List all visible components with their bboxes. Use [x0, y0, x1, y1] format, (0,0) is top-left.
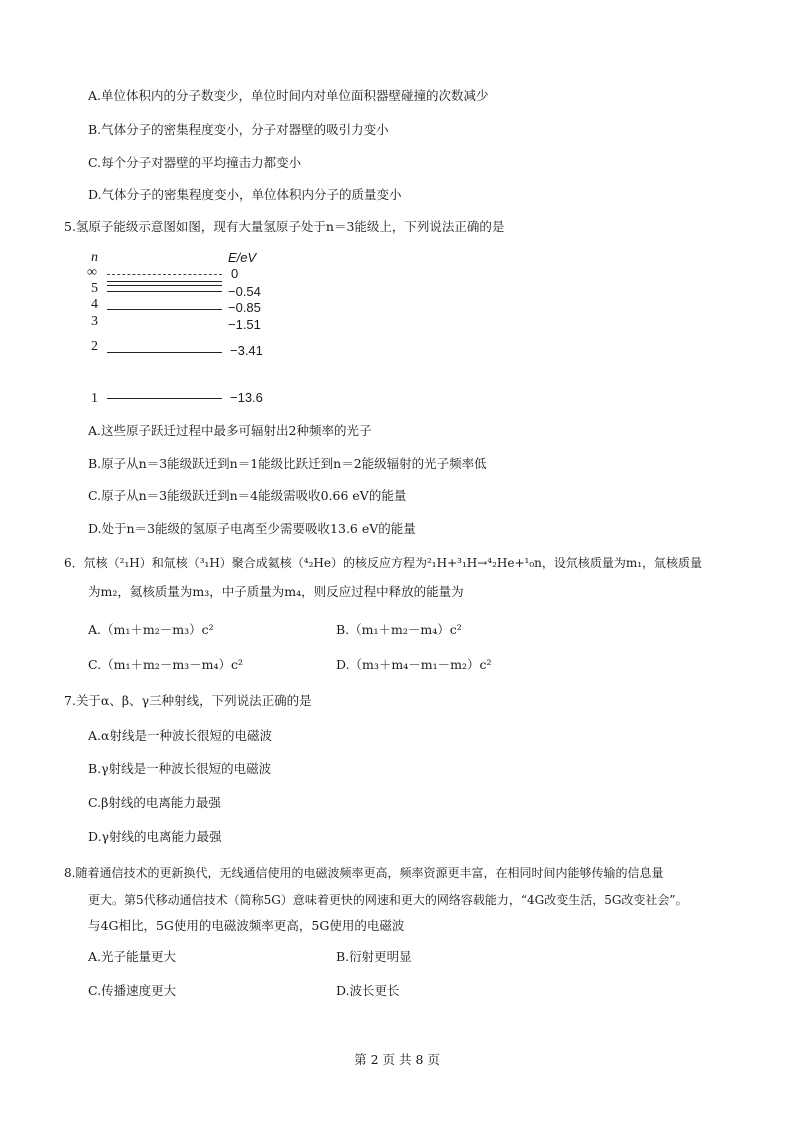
level-inf-line: [107, 274, 222, 275]
level-1-n: 1: [91, 391, 98, 406]
level-inf-e: 0: [231, 266, 239, 281]
q6-option-b: B.（m₁＋m₂－m₄）c²: [336, 622, 462, 637]
q7-stem: 7.关于α、β、γ三种射线，下列说法正确的是: [64, 693, 312, 708]
level-4-n: 4: [91, 297, 98, 312]
q4-option-a: A.单位体积内的分子数变少，单位时间内对单位面积器壁碰撞的次数减少: [88, 88, 489, 103]
level-2-n: 2: [91, 339, 98, 354]
q4-option-c: C.每个分子对器壁的平均撞击力都变小: [88, 155, 302, 170]
q5-option-d: D.处于n＝3能级的氢原子电离至少需要吸收13.6 eV的能量: [88, 521, 416, 536]
q5-stem: 5.氢原子能级示意图如图，现有大量氢原子处于n＝3能级上，下列说法正确的是: [64, 219, 505, 234]
q8-stem-1: 8.随着通信技术的更新换代，无线通信使用的电磁波频率更高，频率资源更丰富，在相同时间内能够传输的信息量: [64, 866, 664, 880]
q7-option-b: B.γ射线是一种波长很短的电磁波: [88, 761, 272, 776]
q6-stem-1: 6．氘核（²₁H）和氚核（³₁H）聚合成氦核（⁴₂He）的核反应方程为²₁H+³₁H→⁴₂He+¹₀n，设氘核质量为m₁，氚核质量: [64, 556, 703, 570]
q8-option-b: B.衍射更明显: [336, 949, 412, 964]
q5-option-b: B.原子从n＝3能级跃迁到n＝1能级比跃迁到n＝2能级辐射的光子频率低: [88, 456, 487, 471]
q4-option-d: D.气体分子的密集程度变小，单位体积内分子的质量变小: [88, 187, 402, 202]
level-2-e: −3.41: [230, 343, 263, 358]
q8-option-d: D.波长更长: [336, 983, 400, 998]
q6-option-a: A.（m₁＋m₂－m₃）c²: [88, 622, 214, 637]
level-5-n: 5: [91, 281, 98, 296]
q4-option-b: B.气体分子的密集程度变小，分子对器壁的吸引力变小: [88, 122, 389, 137]
level-3-n: 3: [91, 314, 98, 329]
diagram-e-label: E/eV: [228, 250, 257, 265]
level-5-e: −0.54: [228, 284, 261, 299]
q8-option-a: A.光子能量更大: [88, 949, 177, 964]
page-footer: 第 2 页 共 8 页: [354, 1052, 440, 1067]
level-6-line: [107, 281, 222, 282]
q5-option-a: A.这些原子跃迁过程中最多可辐射出2种频率的光子: [88, 423, 372, 438]
level-4-e: −0.85: [228, 300, 261, 315]
q6-option-c: C.（m₁＋m₂－m₃－m₄）c²: [88, 657, 244, 672]
level-1-line: [107, 398, 222, 399]
level-1-e: −13.6: [230, 390, 263, 405]
level-inf-n: ∞: [87, 265, 97, 280]
level-5-line: [107, 285, 222, 286]
q8-option-c: C.传播速度更大: [88, 983, 177, 998]
diagram-n-label: n: [91, 250, 98, 265]
q7-option-a: A.α射线是一种波长很短的电磁波: [88, 728, 272, 743]
q8-stem-2: 更大。第5代移动通信技术（简称5G）意味着更快的网速和更大的网络容载能力，“4G改变生活，5G改变社会”。: [88, 893, 688, 907]
q6-stem-2: 为m₂，氦核质量为m₃，中子质量为m₄，则反应过程中释放的能量为: [88, 584, 464, 599]
q5-option-c: C.原子从n＝3能级跃迁到n＝4能级需吸收0.66 eV的能量: [88, 488, 407, 503]
level-3-e: −1.51: [228, 317, 261, 332]
q7-option-c: C.β射线的电离能力最强: [88, 795, 221, 810]
level-2-line: [107, 352, 222, 353]
q7-option-d: D.γ射线的电离能力最强: [88, 829, 222, 844]
level-3-line: [107, 309, 222, 310]
level-4-line: [107, 291, 222, 292]
q8-stem-3: 与4G相比，5G使用的电磁波频率更高，5G使用的电磁波: [88, 918, 405, 933]
q6-option-d: D.（m₃＋m₄－m₁－m₂）c²: [336, 657, 492, 672]
